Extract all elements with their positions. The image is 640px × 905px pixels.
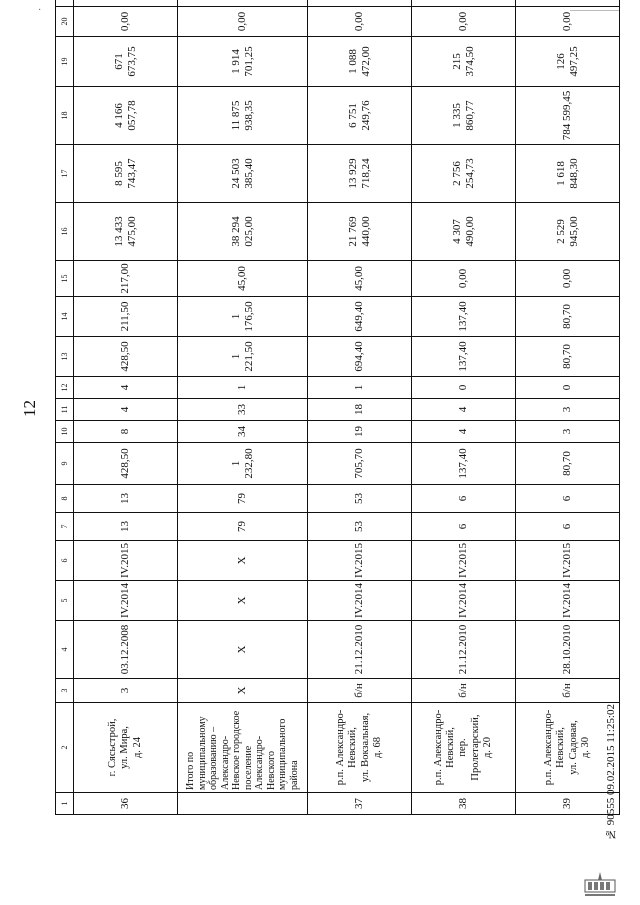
cell-col-18: 6 751 249,76 <box>308 87 412 145</box>
cell-col-20: 0,00 <box>178 7 308 37</box>
cell-col-18: 1 335 860,77 <box>412 87 516 145</box>
col-num: 4 <box>56 621 74 679</box>
cell-col-9: 705,70 <box>308 443 412 485</box>
cell-col-21 <box>516 0 620 7</box>
cell-col-5: IV.2014 <box>516 581 620 621</box>
col-num: 5 <box>56 581 74 621</box>
cell-col-19: 215 374,50 <box>412 37 516 87</box>
cell-col-10: 3 <box>516 421 620 443</box>
col-num: 1 <box>56 793 74 815</box>
col-num: 11 <box>56 399 74 421</box>
cell-col-11: 3 <box>516 399 620 421</box>
cell-col-9: 1 232,80 <box>178 443 308 485</box>
registration-stamp: № 90555 09.02.2015 11:25:02 <box>605 704 617 840</box>
cell-col-7: 6 <box>412 513 516 541</box>
cell-col-8: 6 <box>516 485 620 513</box>
col-num: 20 <box>56 7 74 37</box>
cell-col-19: 671 673,75 <box>74 37 178 87</box>
cell-col-4: 21.12.2010 <box>308 621 412 679</box>
col-num: 3 <box>56 679 74 703</box>
cell-col-18: 784 599,45 <box>516 87 620 145</box>
cell-col-8: 6 <box>412 485 516 513</box>
col-num: 12 <box>56 377 74 399</box>
cell-col-10: 8 <box>74 421 178 443</box>
total-row <box>178 0 308 815</box>
cell-col-4: X <box>178 621 308 679</box>
cell-col-16: 21 769 440,00 <box>308 203 412 261</box>
cell-col-1: 36 <box>74 793 178 815</box>
cell-col-7: 13 <box>74 513 178 541</box>
cell-col-4: 03.12.2008 <box>74 621 178 679</box>
col-num: 18 <box>56 87 74 145</box>
cell-col-11: 4 <box>74 399 178 421</box>
cell-col-5: IV.2014 <box>412 581 516 621</box>
cell-col-2: р.п. Александро-Невский, ул. Садовая, д. 30 <box>516 703 620 793</box>
cell-col-5: X <box>178 581 308 621</box>
object-row <box>74 0 178 815</box>
emblem-logo <box>584 868 616 898</box>
col-num <box>56 0 74 7</box>
cell-col-12: 0 <box>412 377 516 399</box>
cell-col-4: 28.10.2010 <box>516 621 620 679</box>
cell-col-5: IV.2014 <box>74 581 178 621</box>
cell-col-15: 45,00 <box>178 261 308 297</box>
col-num: 14 <box>56 297 74 337</box>
cell-col-7: 6 <box>516 513 620 541</box>
cell-col-21 <box>308 0 412 7</box>
cell-col-8: 79 <box>178 485 308 513</box>
cell-col-18: 4 166 057,78 <box>74 87 178 145</box>
cell-col-15: 0,00 <box>516 261 620 297</box>
col-num: 8 <box>56 485 74 513</box>
cell-col-10: 4 <box>412 421 516 443</box>
col-num: 19 <box>56 37 74 87</box>
cell-col-17: 24 503 385,40 <box>178 145 308 203</box>
cell-col-17: 8 595 743,47 <box>74 145 178 203</box>
cell-col-6: X <box>178 541 308 581</box>
cell-col-9: 137,40 <box>412 443 516 485</box>
registry-table-rotated <box>55 11 620 815</box>
cell-col-20: 0,00 <box>412 7 516 37</box>
cell-col-13: 428,50 <box>74 337 178 377</box>
cell-col-7: 53 <box>308 513 412 541</box>
cell-col-11: 33 <box>178 399 308 421</box>
col-num: 9 <box>56 443 74 485</box>
scan-mark: · <box>38 5 42 16</box>
cell-col-20: 0,00 <box>516 7 620 37</box>
col-num: 16 <box>56 203 74 261</box>
cell-col-3: X <box>178 679 308 703</box>
col-num: 6 <box>56 541 74 581</box>
col-num: 10 <box>56 421 74 443</box>
cell-col-19: 1 088 472,00 <box>308 37 412 87</box>
column-number-row <box>56 0 74 815</box>
cell-col-13: 80,70 <box>516 337 620 377</box>
object-row <box>412 0 516 815</box>
cell-col-16: 38 294 025,00 <box>178 203 308 261</box>
cell-col-8: 53 <box>308 485 412 513</box>
cell-col-12: 1 <box>308 377 412 399</box>
cell-col-6: IV.2015 <box>412 541 516 581</box>
cell-col-9: 428,50 <box>74 443 178 485</box>
cell-col-6: IV.2015 <box>308 541 412 581</box>
cell-col-2: р.п. Александро-Невский, пер. Пролетарский, д. 20 <box>412 703 516 793</box>
cell-col-13: 1 221,50 <box>178 337 308 377</box>
col-num: 17 <box>56 145 74 203</box>
cell-col-14: 211,50 <box>74 297 178 337</box>
cell-col-12: 1 <box>178 377 308 399</box>
cell-col-3: 3 <box>74 679 178 703</box>
col-num: 7 <box>56 513 74 541</box>
cell-col-21 <box>74 0 178 7</box>
object-row <box>308 0 412 815</box>
cell-col-15: 0,00 <box>412 261 516 297</box>
cell-col-7: 79 <box>178 513 308 541</box>
cell-col-1: 37 <box>308 793 412 815</box>
cell-col-17: 1 618 848,30 <box>516 145 620 203</box>
cell-col-19: 126 497,25 <box>516 37 620 87</box>
cell-col-2: Итого по муниципальному образованию – Александро-Невское городское поселение Александро-Невского муниципального района <box>178 703 308 793</box>
cell-col-12: 0 <box>516 377 620 399</box>
cell-col-5: IV.2014 <box>308 581 412 621</box>
page-number: 12 <box>20 400 39 417</box>
cell-col-10: 19 <box>308 421 412 443</box>
cell-col-20: 0,00 <box>74 7 178 37</box>
cell-col-15: 217,00 <box>74 261 178 297</box>
registry-table <box>55 0 620 815</box>
col-num: 2 <box>56 703 74 793</box>
cell-col-13: 694,40 <box>308 337 412 377</box>
cell-col-1: 38 <box>412 793 516 815</box>
cell-col-16: 2 529 945,00 <box>516 203 620 261</box>
cell-col-11: 18 <box>308 399 412 421</box>
cell-col-3: б/н <box>412 679 516 703</box>
cell-col-2: г. Сясьстрой, ул. Мира, д. 24 <box>74 703 178 793</box>
cell-col-21 <box>178 0 308 7</box>
cell-col-8: 13 <box>74 485 178 513</box>
cell-col-16: 4 307 490,00 <box>412 203 516 261</box>
cell-col-15: 45,00 <box>308 261 412 297</box>
cell-col-4: 21.12.2010 <box>412 621 516 679</box>
cell-col-13: 137,40 <box>412 337 516 377</box>
cell-col-21 <box>412 0 516 7</box>
cell-col-10: 34 <box>178 421 308 443</box>
cell-col-17: 13 929 718,24 <box>308 145 412 203</box>
col-num: 13 <box>56 337 74 377</box>
cell-col-3: б/н <box>308 679 412 703</box>
cell-col-3: б/н <box>516 679 620 703</box>
cell-col-11: 4 <box>412 399 516 421</box>
cell-col-17: 2 756 254,73 <box>412 145 516 203</box>
cell-col-1 <box>178 793 308 815</box>
cell-col-18: 11 875 938,35 <box>178 87 308 145</box>
cell-col-1: 39 <box>516 793 620 815</box>
cell-col-6: IV.2015 <box>74 541 178 581</box>
cell-col-6: IV.2015 <box>516 541 620 581</box>
cell-col-2: р.п. Александро-Невский, ул. Вокзальная, д. 68 <box>308 703 412 793</box>
cell-col-14: 80,70 <box>516 297 620 337</box>
cell-col-20: 0,00 <box>308 7 412 37</box>
cell-col-19: 1 914 701,25 <box>178 37 308 87</box>
cell-col-14: 649,40 <box>308 297 412 337</box>
cell-col-9: 80,70 <box>516 443 620 485</box>
cell-col-14: 1 176,50 <box>178 297 308 337</box>
cell-col-16: 13 433 475,00 <box>74 203 178 261</box>
cell-col-14: 137,40 <box>412 297 516 337</box>
object-row <box>516 0 620 815</box>
cell-col-12: 4 <box>74 377 178 399</box>
col-num: 15 <box>56 261 74 297</box>
